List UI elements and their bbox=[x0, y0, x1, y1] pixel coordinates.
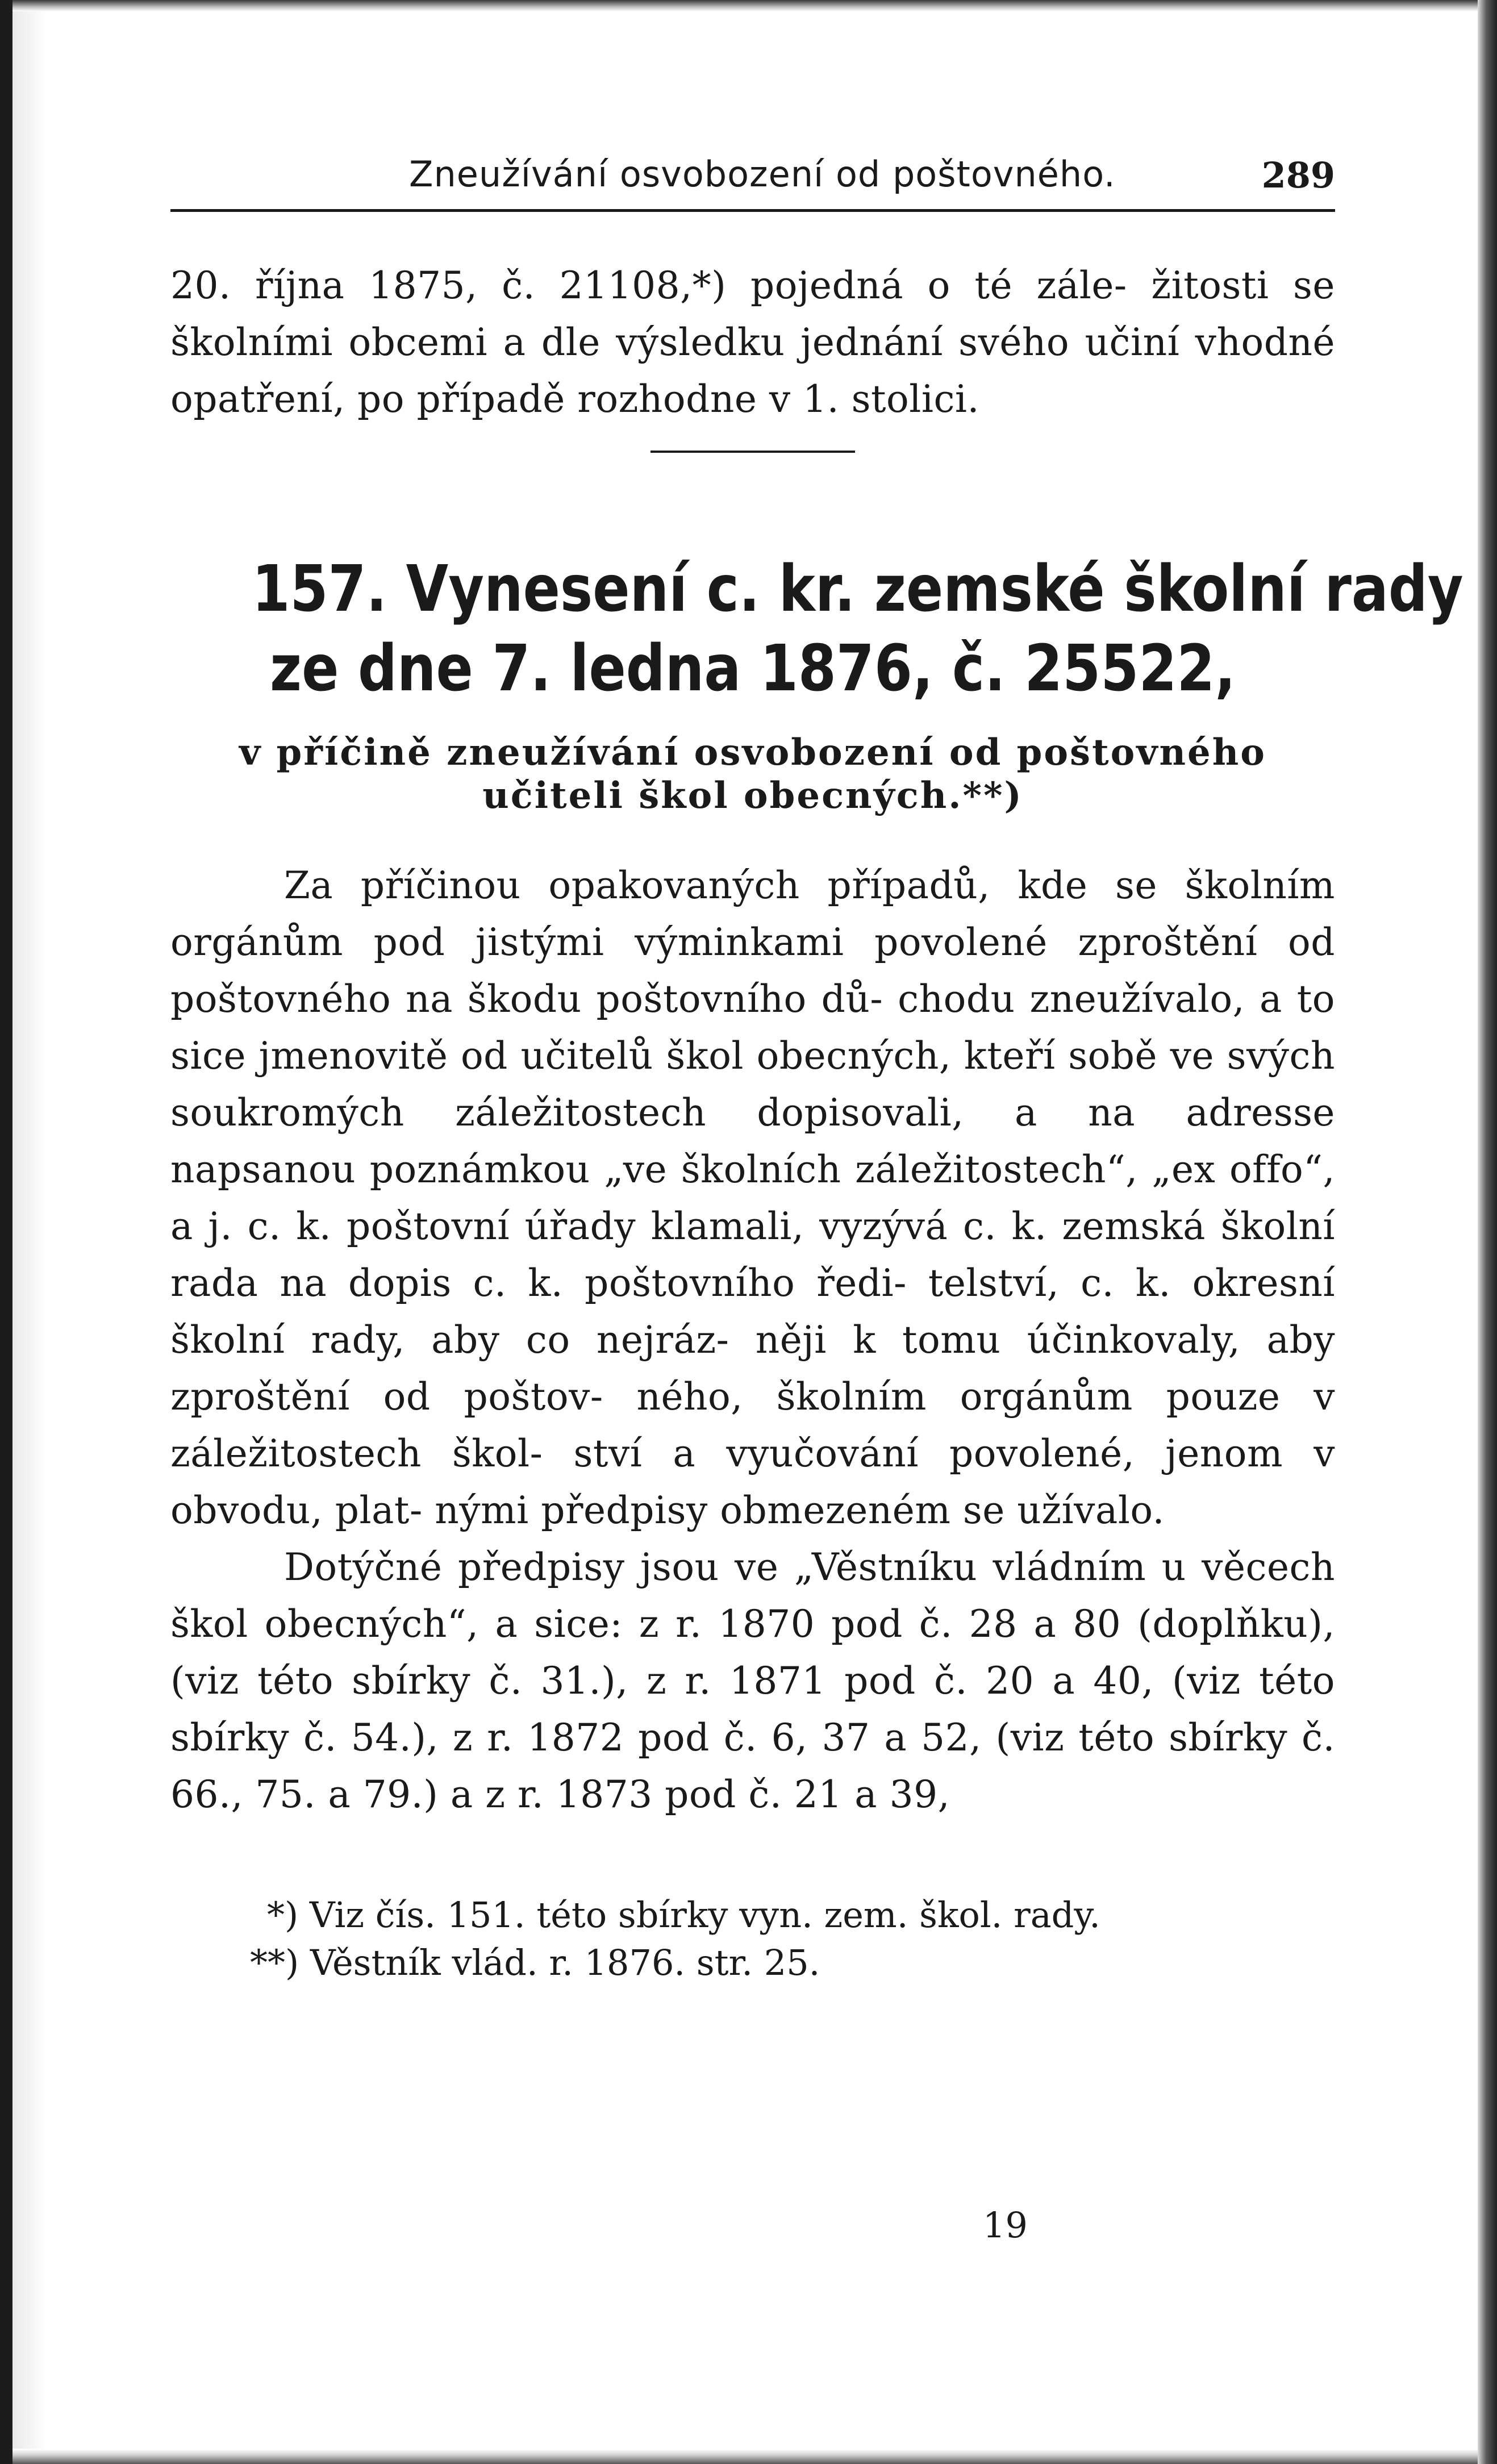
text-line: z r. 1872 pod č. 6, 37 a 52, (viz této sbírky bbox=[452, 1716, 1288, 1760]
text-line: školním orgánům pod jistými výminkami povolené bbox=[170, 864, 1336, 964]
text-line: ství a vyučování povolené, jenom v obvodu, plat- bbox=[170, 1432, 1335, 1532]
continuation-paragraph bbox=[170, 257, 1335, 428]
book-page bbox=[170, 142, 1463, 1987]
text-line: Dotýčné předpisy jsou ve „Věstníku vládním bbox=[284, 1545, 1146, 1589]
page-number: 289 bbox=[1261, 155, 1335, 196]
section-body bbox=[170, 857, 1335, 1823]
text-line: v 1. stolici. bbox=[769, 377, 980, 421]
text-line: nými předpisy obmezeném se užívalo. bbox=[435, 1489, 1165, 1532]
subheading-line: v příčině zneužívání osvobození od poštovného bbox=[239, 731, 1266, 774]
signature-mark: 19 bbox=[983, 2204, 1028, 2246]
page-shade bbox=[12, 11, 47, 2449]
section-subheading bbox=[170, 731, 1335, 818]
footnote-2: **) Věstník vlád. r. 1876. str. 25. bbox=[250, 1942, 820, 1983]
text-line: záležitostech dopisovali, a na adresse napsanou bbox=[170, 1091, 1335, 1191]
text-line: žitosti se školními obcemi a dle výsledku jednání bbox=[170, 264, 1335, 364]
scan-right-edge bbox=[1478, 0, 1497, 2464]
text-line: zemská školní rada na dopis c. k. poštovního ředi- bbox=[170, 1204, 1335, 1305]
heading-line: ze dne 7. ledna 1876, č. 25522, bbox=[270, 632, 1236, 706]
body-paragraph-1 bbox=[170, 857, 1335, 1539]
text-line: a j. c. k. poštovní úřady klamali, vyzývá c. k. bbox=[170, 1204, 1047, 1248]
running-title: Zneužívání osvobození od poštovného. bbox=[409, 153, 1116, 195]
text-line: poznámkou „ve školních záležitostech“, „ex offo“, bbox=[369, 1148, 1335, 1191]
footnotes bbox=[170, 1891, 1335, 1987]
section-heading bbox=[252, 549, 1463, 708]
text-line: Za příčinou opakovaných případů, kde se bbox=[284, 864, 1157, 907]
text-line: u věcech škol obecných“, a sice: z r. 1870 pod bbox=[170, 1545, 1336, 1646]
scan-left-edge bbox=[0, 0, 12, 2464]
head-rule bbox=[170, 209, 1335, 212]
text-line: chodu zneužívalo, a to sice jmenovitě od učitelů bbox=[170, 977, 1335, 1078]
body-paragraph-2 bbox=[170, 1539, 1335, 1823]
subheading-line: učiteli škol obecných.**) bbox=[482, 774, 1023, 817]
running-head bbox=[170, 142, 1335, 205]
text-line: telství, c. k. okresní školní rady, aby co nejráz- bbox=[170, 1261, 1335, 1362]
scan-top-shadow bbox=[12, 0, 1478, 11]
text-line: 20. října 1875, č. 21108,*) pojedná o té zále- bbox=[170, 264, 1127, 307]
heading-line: 157. Vynesení c. kr. zemské školní rady bbox=[252, 552, 1463, 626]
text-line: č. 28 a 80 (doplňku), (viz této sbírky č. 31.), bbox=[170, 1602, 1335, 1703]
section-rule bbox=[650, 451, 855, 453]
text-line: č. 66., 75. a 79.) a z r. 1873 pod č. 21 a 39, bbox=[170, 1716, 1335, 1816]
scan-bottom-shadow bbox=[12, 2449, 1478, 2464]
text-line: něji k tomu účinkovaly, aby zproštění od poštov- bbox=[170, 1318, 1335, 1419]
text-line: ného, školním orgánům pouze v záležitostech škol- bbox=[170, 1375, 1335, 1475]
footnote-1: *) Viz čís. 151. této sbírky vyn. zem. škol. rady. bbox=[267, 1894, 1100, 1936]
text-line: z r. 1871 pod č. 20 a 40, (viz této sbírky č. 54.), bbox=[170, 1659, 1335, 1760]
text-line: zproštění od poštovného na škodu poštovního dů- bbox=[170, 920, 1335, 1021]
text-line: škol obecných, kteří sobě ve svých soukromých bbox=[170, 1034, 1335, 1135]
text-line: svého učiní vhodné opatření, po případě rozhodne bbox=[170, 320, 1336, 421]
